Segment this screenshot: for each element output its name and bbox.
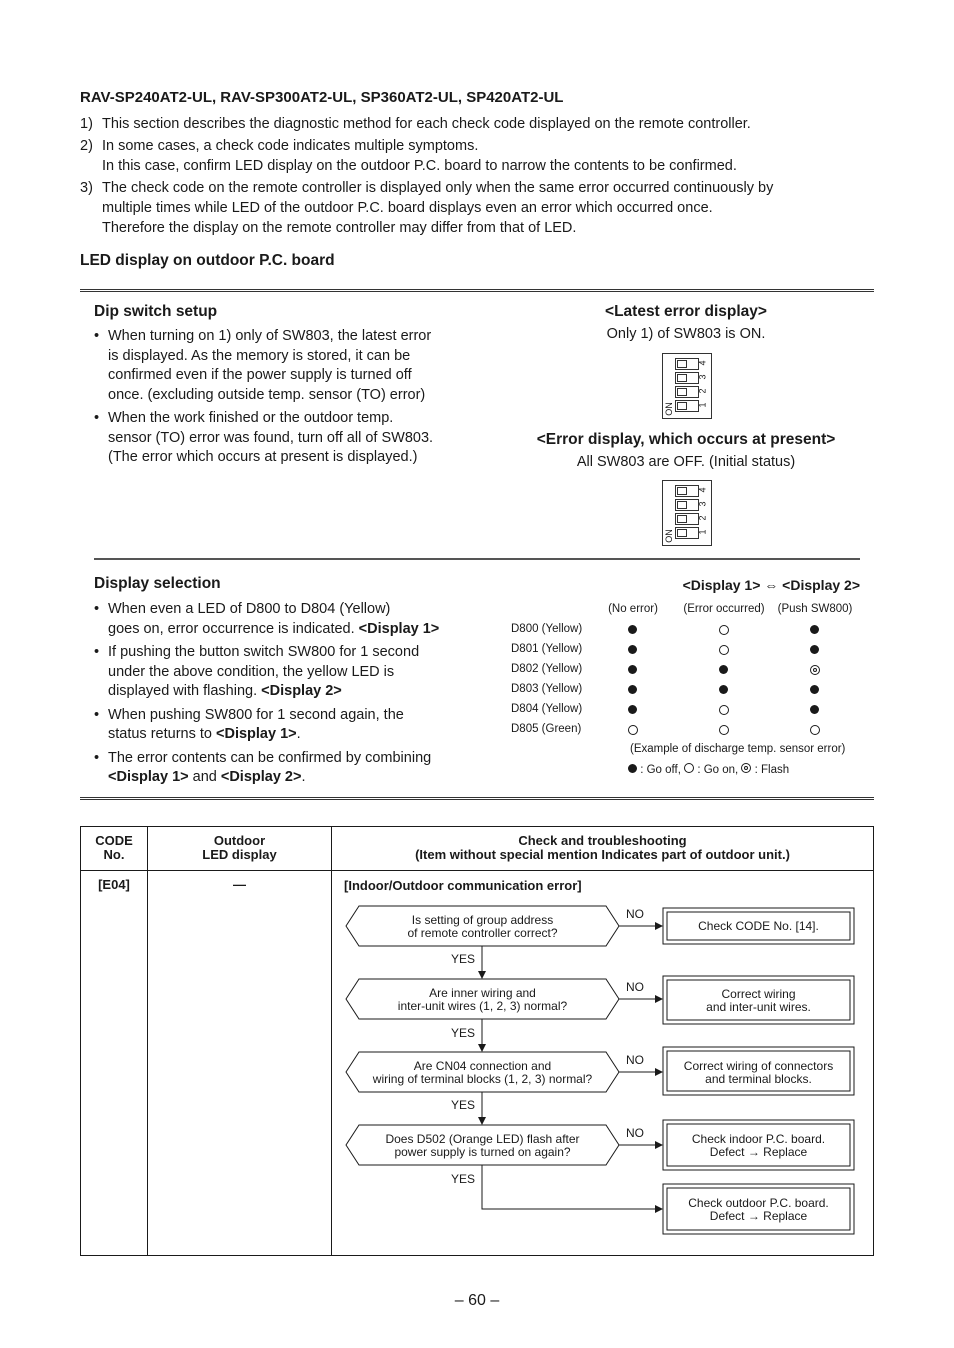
latest-error-title: <Latest error display> xyxy=(605,303,767,320)
present-error-subtitle: All SW803 are OFF. (Initial status) xyxy=(576,454,796,470)
action-2: Correct wiring and inter-unit wires. xyxy=(706,987,811,1014)
latest-error-subtitle: Only 1) of SW803 is ON. xyxy=(606,326,766,342)
yes-label-4: YES xyxy=(451,1172,476,1186)
display-bullet-2: • If pushing the button switch SW800 for 1 second under the above condition, the yellow LED is displayed with flashing. <Display 2> xyxy=(94,643,494,702)
action-4: Check indoor P.C. board. Defect → Replace xyxy=(691,1132,826,1159)
no-label-2: NO xyxy=(626,980,644,994)
check-cell: [Indoor/Outdoor communication error] xyxy=(332,871,874,1256)
display-bullet-1: • When even a LED of D800 to D804 (Yellow) goes on, error occurrence is indicated. <Display 1> xyxy=(94,600,494,639)
col-push-sw800: (Push SW800) xyxy=(777,603,853,615)
col-error-occurred: (Error occurred) xyxy=(683,603,765,615)
col-no-error: (No error) xyxy=(608,603,658,615)
present-error-title: <Error display, which occurs at present> xyxy=(536,431,836,448)
action-5: Check outdoor P.C. board. Defect → Replace xyxy=(688,1196,829,1223)
action-3: Correct wiring of connectors and terminal blocks. xyxy=(683,1059,834,1086)
double-arrow-icon: ⇔ xyxy=(764,577,779,593)
dip-switch-present: 4 3 2 1 ON xyxy=(662,480,712,546)
led-row-label: D805 (Green) xyxy=(511,723,582,735)
question-4: Does D502 (Orange LED) flash after power supply is turned on again? xyxy=(385,1132,580,1159)
no-label-1: NO xyxy=(626,907,644,921)
question-3: Are CN04 connection and wiring of terminal blocks (1, 2, 3) normal? xyxy=(372,1059,593,1086)
led-row-label: D800 (Yellow) xyxy=(511,623,583,635)
page-number: – 60 – xyxy=(454,1292,500,1309)
intro-item-1: 1) This section describes the diagnostic method for each check code displayed on the remote controller. xyxy=(80,116,751,132)
yes-label-1: YES xyxy=(451,952,476,966)
display-bullet-4: • The error contents can be confirmed by combining <Display 1> and <Display 2>. xyxy=(94,749,494,788)
dip-switch-latest: 4 3 2 1 ON xyxy=(662,353,712,419)
led-legend: : Go off, : Go on, : Flash xyxy=(628,763,789,776)
display-bullet-3: • When pushing SW800 for 1 second again, the status returns to <Display 1>. xyxy=(94,706,494,745)
header-check: Check and troubleshooting (Item without special mention Indicates part of outdoor unit.) xyxy=(332,827,874,871)
action-1: Check CODE No. [14]. xyxy=(698,919,819,933)
dip-bullet-1: • When turning on 1) only of SW803, the latest error is displayed. As the memory is stored, it can be confirmed even if the power supply is turned off once. (excluding outside temp. sensor (TO) error) xyxy=(94,327,484,405)
dip-bullet-2: • When the work finished or the outdoor temp. sensor (TO) error was found, turn off all of SW803. (The error which occurs at present is displayed.) xyxy=(94,409,484,468)
no-label-4: NO xyxy=(626,1126,644,1140)
intro-item-3: 3) The check code on the remote controller is displayed only when the same error occurred continuously by multiple times while LED of the outdoor P.C. board displays even an error which occurred once. Therefore the display on the remote controller may differ from that of LED. xyxy=(80,180,774,236)
display-table-title: <Display 1> ⇔ <Display 2> xyxy=(682,577,860,593)
led-row-label: D801 (Yellow) xyxy=(511,643,583,655)
question-2: Are inner wiring and inter-unit wires (1, 2, 3) normal? xyxy=(397,986,568,1013)
page-title: RAV-SP240AT2-UL, RAV-SP300AT2-UL, SP360AT2-UL, SP420AT2-UL xyxy=(80,89,564,106)
display-selection-heading: Display selection xyxy=(94,575,221,592)
led-row-label: D802 (Yellow) xyxy=(511,663,583,675)
intro-item-2: 2) In some cases, a check code indicates multiple symptoms. In this case, confirm LED display on the outdoor P.C. board to narrow the contents to be confirmed. xyxy=(80,138,737,174)
no-label-3: NO xyxy=(626,1053,644,1067)
led-cell: — xyxy=(148,871,332,1256)
led-row-label: D803 (Yellow) xyxy=(511,683,583,695)
example-note: (Example of discharge temp. sensor error) xyxy=(630,743,846,755)
code-cell: [E04] xyxy=(81,871,148,1256)
header-code: CODE No. xyxy=(81,827,148,871)
question-1: Is setting of group address of remote controller correct? xyxy=(407,913,558,940)
dip-heading: Dip switch setup xyxy=(94,303,218,320)
yes-label-2: YES xyxy=(451,1026,476,1040)
header-led: Outdoor LED display xyxy=(148,827,332,871)
led-row-label: D804 (Yellow) xyxy=(511,703,583,715)
led-heading: LED display on outdoor P.C. board xyxy=(80,252,335,269)
yes-label-3: YES xyxy=(451,1098,476,1112)
